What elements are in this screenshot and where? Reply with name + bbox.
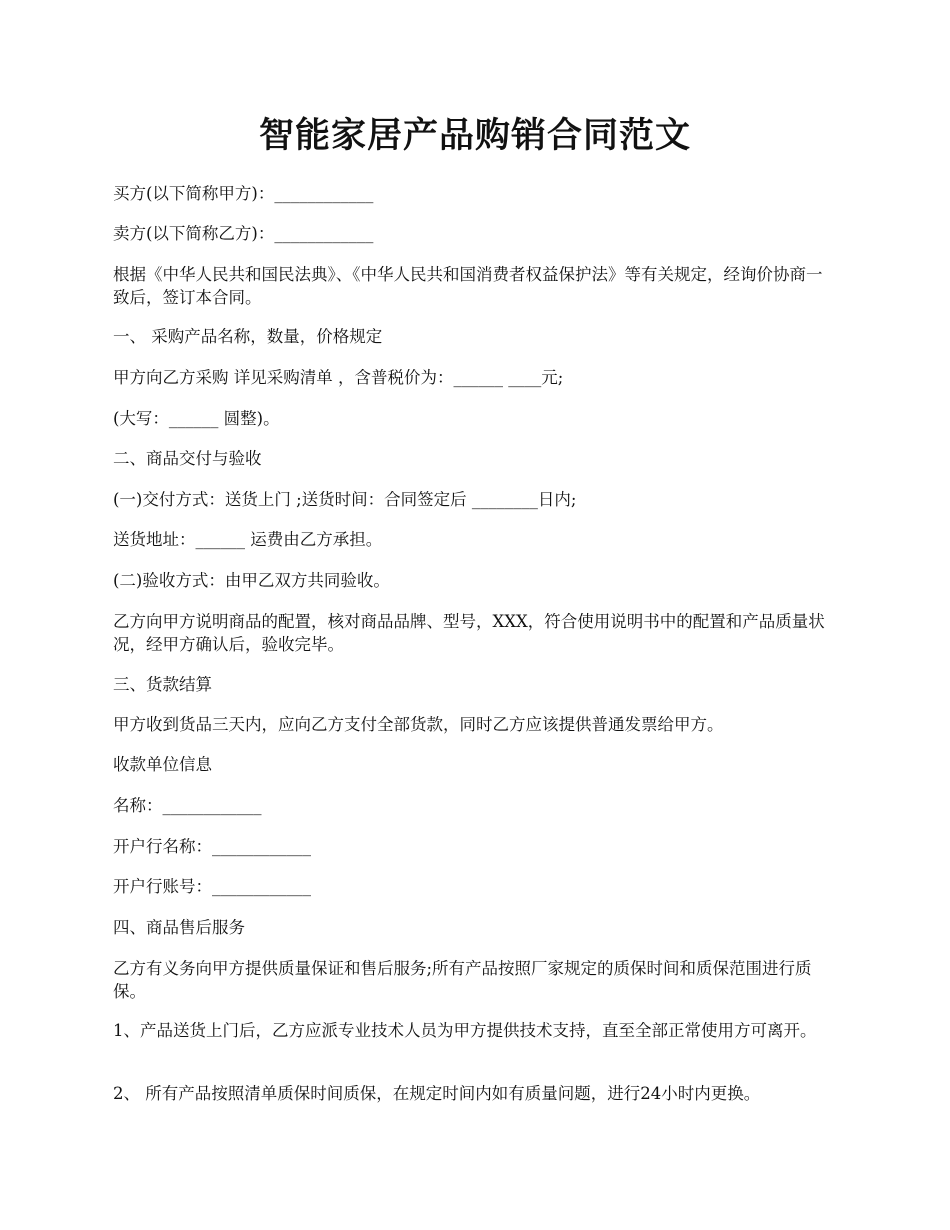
delivery-address-line: 送货地址：______ 运费由乙方承担。 xyxy=(113,530,383,549)
payment-paragraph: 甲方收到货品三天内，应向乙方支付全部货款，同时乙方应该提供普通发票给甲方。 xyxy=(113,715,724,734)
delivery-method-line: (一)交付方式：送货上门 ;送货时间：合同签定后 ________日内; xyxy=(113,490,577,509)
bank-account-line: 开户行账号：____________ xyxy=(113,877,311,896)
bank-name-line: 开户行名称：____________ xyxy=(113,837,311,856)
section-4-heading: 四、商品售后服务 xyxy=(113,918,245,937)
service-item-1: 1、产品送货上门后，乙方应派专业技术人员为甲方提供技术支持，直至全部正常使用方可离开。 xyxy=(113,1021,817,1040)
warranty-paragraph: 乙方有义务向甲方提供质量保证和售后服务;所有产品按照厂家规定的质保时间和质保范围进行质保。 xyxy=(113,959,812,1001)
service-item-2: 2、 所有产品按照清单质保时间质保，在规定时间内如有质量问题，进行24小时内更换。 xyxy=(113,1084,761,1103)
section-1-heading: 一、 采购产品名称，数量，价格规定 xyxy=(113,327,383,346)
seller-line: 卖方(以下简称乙方)：____________ xyxy=(113,224,374,243)
preamble-paragraph: 根据《中华人民共和国民法典》、《中华人民共和国消费者权益保护法》等有关规定，经询价协商一致后，签订本合同。 xyxy=(113,265,823,307)
acceptance-paragraph: 乙方向甲方说明商品的配置，核对商品品牌、型号，XXX，符合使用说明书中的配置和产品质量状况，经甲方确认后，验收完毕。 xyxy=(113,612,825,654)
document-title: 智能家居产品购销合同范文 xyxy=(258,115,691,156)
payee-name-line: 名称：____________ xyxy=(113,796,262,815)
section-2-heading: 二、商品交付与验收 xyxy=(113,449,262,468)
price-in-words-line: (大写：______ 圆整)。 xyxy=(113,409,280,428)
section-3-heading: 三、货款结算 xyxy=(113,675,212,694)
price-line: 甲方向乙方采购 详见采购清单 ，含普税价为：______ ____元; xyxy=(113,368,564,387)
payee-info-heading: 收款单位信息 xyxy=(113,755,212,774)
buyer-line: 买方(以下简称甲方)：____________ xyxy=(113,184,374,203)
acceptance-method-line: (二)验收方式：由甲乙双方共同验收。 xyxy=(113,571,390,590)
